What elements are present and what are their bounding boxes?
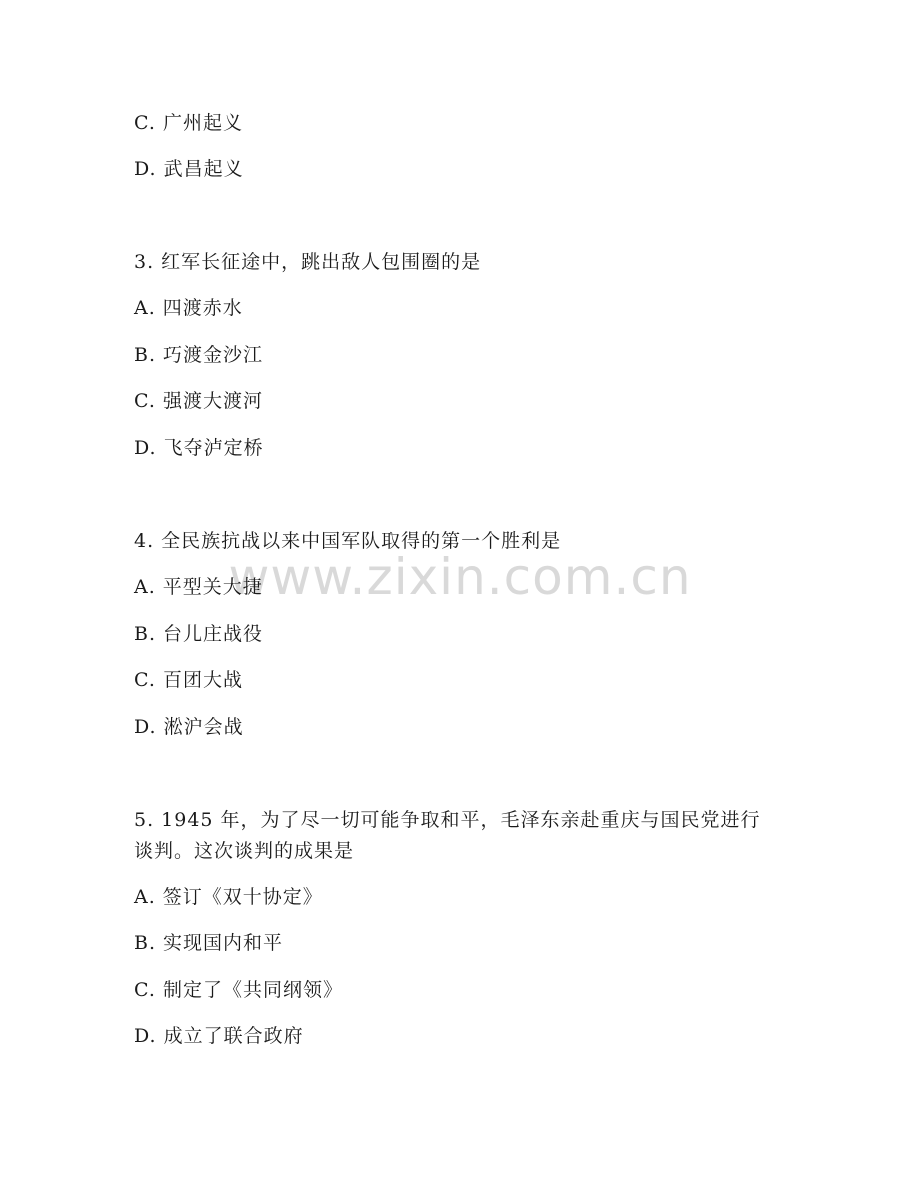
q5-option-d: D. 成立了联合政府: [134, 1025, 304, 1047]
q2-option-c: C. 广州起义: [134, 112, 243, 134]
q4-stem: 4. 全民族抗战以来中国军队取得的第一个胜利是: [134, 530, 562, 552]
q4-option-a: A. 平型关大捷: [134, 576, 263, 598]
q5-option-c: C. 制定了《共同纲领》: [134, 979, 343, 1001]
q5-option-b: B. 实现国内和平: [134, 932, 284, 954]
q4-option-c: C. 百团大战: [134, 669, 243, 691]
q3-option-d: D. 飞夺泸定桥: [134, 437, 264, 459]
q5-stem-line1: 5. 1945 年，为了尽一切可能争取和平，毛泽东亲赴重庆与国民党进行: [134, 809, 761, 831]
q3-option-b: B. 巧渡金沙江: [134, 344, 264, 366]
q3-stem: 3. 红军长征途中，跳出敌人包围圈的是: [134, 251, 482, 273]
q3-option-a: A. 四渡赤水: [134, 297, 243, 319]
q3-option-c: C. 强渡大渡河: [134, 390, 263, 412]
q4-option-b: B. 台儿庄战役: [134, 623, 264, 645]
q2-option-d: D. 武昌起义: [134, 158, 244, 180]
q5-option-a: A. 签订《双十协定》: [134, 886, 323, 908]
q4-option-d: D. 淞沪会战: [134, 716, 244, 738]
watermark: www.zixin.com.cn: [228, 548, 692, 606]
q5-stem-line2: 谈判。这次谈判的成果是: [134, 840, 355, 862]
